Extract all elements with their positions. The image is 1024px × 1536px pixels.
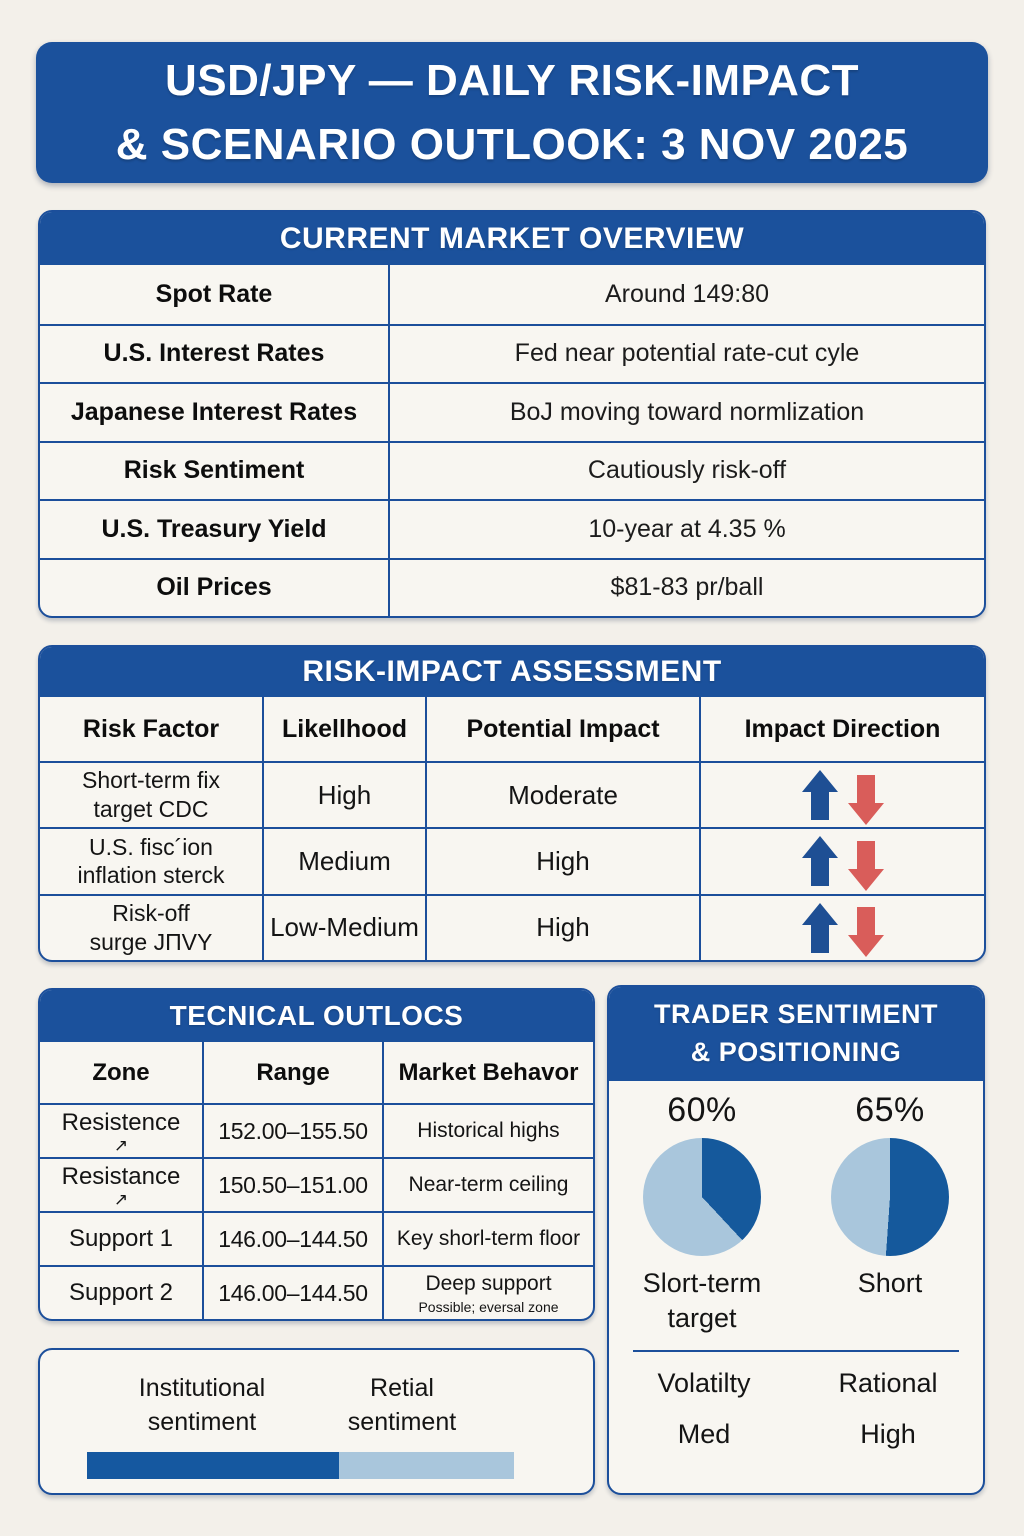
- risk-factor-cell: [40, 829, 262, 893]
- table-row: [40, 827, 984, 893]
- range-cell: 146.00–144.50: [202, 1213, 382, 1265]
- risk-factor-line2: target CDC: [93, 796, 209, 823]
- impact-direction-cell: [699, 763, 984, 827]
- table-row: [40, 441, 984, 500]
- sentiment-bar-card: [38, 1348, 595, 1495]
- pie-chart-short: [831, 1138, 949, 1256]
- risk-assessment-header: RISK-IMPACT ASSESSMENT: [40, 647, 984, 697]
- column-header: Potential Impact: [425, 697, 699, 761]
- likelihood-cell: High: [262, 763, 425, 827]
- zone-label: Resistence: [61, 1108, 181, 1136]
- pie-caption: [814, 1266, 966, 1301]
- column-header: Likellhood: [262, 697, 425, 761]
- sentiment-stacked-bar: [87, 1452, 514, 1479]
- zone-label: Resistance: [61, 1162, 181, 1190]
- down-arrow-icon: [848, 775, 884, 825]
- row-label: Risk Sentiment: [40, 443, 390, 500]
- zone-cell: [40, 1159, 202, 1211]
- zone-label: Support 2: [68, 1279, 174, 1306]
- risk-factor-line1: Risk-off: [112, 900, 190, 927]
- risk-factor-line1: Short-term fix: [81, 767, 221, 794]
- table-row: [40, 265, 984, 324]
- technical-outlook-card: [38, 988, 595, 1321]
- range-cell: 146.00–144.50: [202, 1267, 382, 1319]
- up-arrow-icon: [802, 770, 838, 820]
- institutional-sentiment-label: [92, 1372, 312, 1440]
- market-overview-card: [38, 210, 986, 618]
- impact-direction-cell: [699, 896, 984, 960]
- impact-direction-cell: [699, 829, 984, 893]
- row-label: Spot Rate: [40, 265, 390, 324]
- page-title-line2: & SCENARIO OUTLOOK: 3 NOV 2025: [115, 119, 909, 169]
- behavior-text: Key shorl-term floor: [396, 1227, 581, 1251]
- risk-factor-cell: [40, 896, 262, 960]
- risk-factor-line2: inflation sterck: [77, 862, 225, 889]
- likelihood-cell: Medium: [262, 829, 425, 893]
- divider: [633, 1350, 959, 1352]
- behavior-text: Near-term ceiling: [408, 1173, 569, 1197]
- technical-outlook-table: [40, 1042, 593, 1319]
- market-overview-table: [40, 265, 984, 616]
- retail-sentiment-label: [292, 1372, 512, 1440]
- caption-line: Slort-term: [642, 1268, 762, 1298]
- trend-arrow-icon: ↗: [113, 1189, 129, 1209]
- column-header: Risk Factor: [82, 714, 220, 743]
- title-banner: [36, 42, 988, 183]
- impact-cell: High: [425, 829, 699, 893]
- label-line: sentiment: [147, 1407, 257, 1436]
- table-header-row: [40, 697, 984, 761]
- market-overview-header: CURRENT MARKET OVERVIEW: [40, 212, 984, 265]
- table-row: [40, 1157, 593, 1211]
- label-line: Retial: [370, 1374, 434, 1402]
- stat-value: High: [860, 1419, 916, 1450]
- table-row: [40, 1211, 593, 1265]
- pie-percent-label: 65%: [855, 1091, 925, 1129]
- behavior-text: Historical highs: [417, 1119, 560, 1143]
- zone-label: Support 1: [68, 1225, 174, 1252]
- caption-line: Short: [857, 1268, 923, 1298]
- down-arrow-icon: [848, 907, 884, 957]
- behavior-note: Possible; eversal zone: [418, 1298, 559, 1315]
- pie-percent-label: 60%: [667, 1091, 737, 1129]
- row-value: 10-year at 4.35 %: [588, 514, 786, 543]
- impact-cell: High: [425, 896, 699, 960]
- sentiment-bar-dark: [87, 1452, 339, 1479]
- trend-arrow-icon: ↗: [113, 1135, 129, 1155]
- stats-row: [609, 1368, 983, 1450]
- zone-cell: [40, 1267, 202, 1319]
- volatility-stat: [644, 1368, 764, 1450]
- pie-charts-row: [609, 1091, 983, 1336]
- zone-cell: [40, 1105, 202, 1157]
- row-value: Cautiously risk-off: [587, 456, 787, 485]
- column-header: Zone: [92, 1058, 150, 1086]
- risk-factor-line2: surge JΠVY: [89, 928, 213, 955]
- row-value: $81-83 pr/ball: [610, 573, 764, 602]
- table-row: [40, 894, 984, 960]
- pie-column-short: [814, 1091, 966, 1336]
- page-title-line1: USD/JPY — DAILY RISK-IMPACT: [165, 55, 859, 105]
- label-line: sentiment: [347, 1407, 457, 1436]
- down-arrow-icon: [848, 841, 884, 891]
- range-cell: 152.00–155.50: [202, 1105, 382, 1157]
- column-header: Range: [202, 1042, 382, 1103]
- row-label: Japanese Interest Rates: [40, 384, 390, 441]
- table-row: [40, 1265, 593, 1319]
- trader-sentiment-card: [607, 985, 985, 1495]
- up-arrow-icon: [802, 836, 838, 886]
- behavior-text: Deep support: [425, 1272, 552, 1296]
- rational-stat: [828, 1368, 948, 1450]
- column-header: Market Behavor: [382, 1042, 593, 1103]
- technical-outlook-header: TECNICAL OUTLOCS: [40, 990, 593, 1042]
- risk-factor-cell: [40, 763, 262, 827]
- table-row: [40, 324, 984, 383]
- header-line2: & POSITIONING: [690, 1037, 902, 1067]
- trader-sentiment-header: [609, 987, 983, 1081]
- stat-name: Rational: [838, 1368, 938, 1399]
- row-value: Around 149:80: [604, 279, 770, 308]
- row-label: U.S. Interest Rates: [40, 326, 390, 383]
- header-line1: TRADER SENTIMENT: [654, 999, 938, 1030]
- table-header-row: [40, 1042, 593, 1103]
- risk-factor-line1: U.S. fisc´ion: [89, 833, 213, 860]
- table-row: [40, 1103, 593, 1157]
- stat-value: Med: [677, 1419, 731, 1450]
- zone-cell: [40, 1213, 202, 1265]
- pie-column-short-term: [626, 1091, 778, 1336]
- row-label: U.S. Treasury Yield: [40, 501, 390, 558]
- impact-cell: Moderate: [425, 763, 699, 827]
- likelihood-cell: Low-Medium: [262, 896, 425, 960]
- behavior-cell: [382, 1267, 593, 1319]
- behavior-cell: [382, 1105, 593, 1157]
- range-cell: 150.50–151.00: [202, 1159, 382, 1211]
- column-header: Impact Direction: [699, 697, 984, 761]
- risk-assessment-table: [40, 697, 984, 960]
- table-row: [40, 382, 984, 441]
- row-label: Oil Prices: [40, 560, 390, 617]
- behavior-cell: [382, 1159, 593, 1211]
- row-value: Fed near potential rate-cut cyle: [514, 339, 860, 368]
- label-line: Institutional: [138, 1374, 266, 1402]
- pie-chart-short-term: [643, 1138, 761, 1256]
- table-row: [40, 499, 984, 558]
- behavior-cell: [382, 1213, 593, 1265]
- risk-assessment-card: [38, 645, 986, 962]
- pie-caption: [626, 1266, 778, 1336]
- caption-line: target: [667, 1303, 737, 1334]
- table-row: [40, 558, 984, 617]
- stat-name: Volatilty: [657, 1368, 751, 1399]
- row-value: BoJ moving toward normlization: [509, 397, 865, 426]
- table-row: [40, 761, 984, 827]
- up-arrow-icon: [802, 903, 838, 953]
